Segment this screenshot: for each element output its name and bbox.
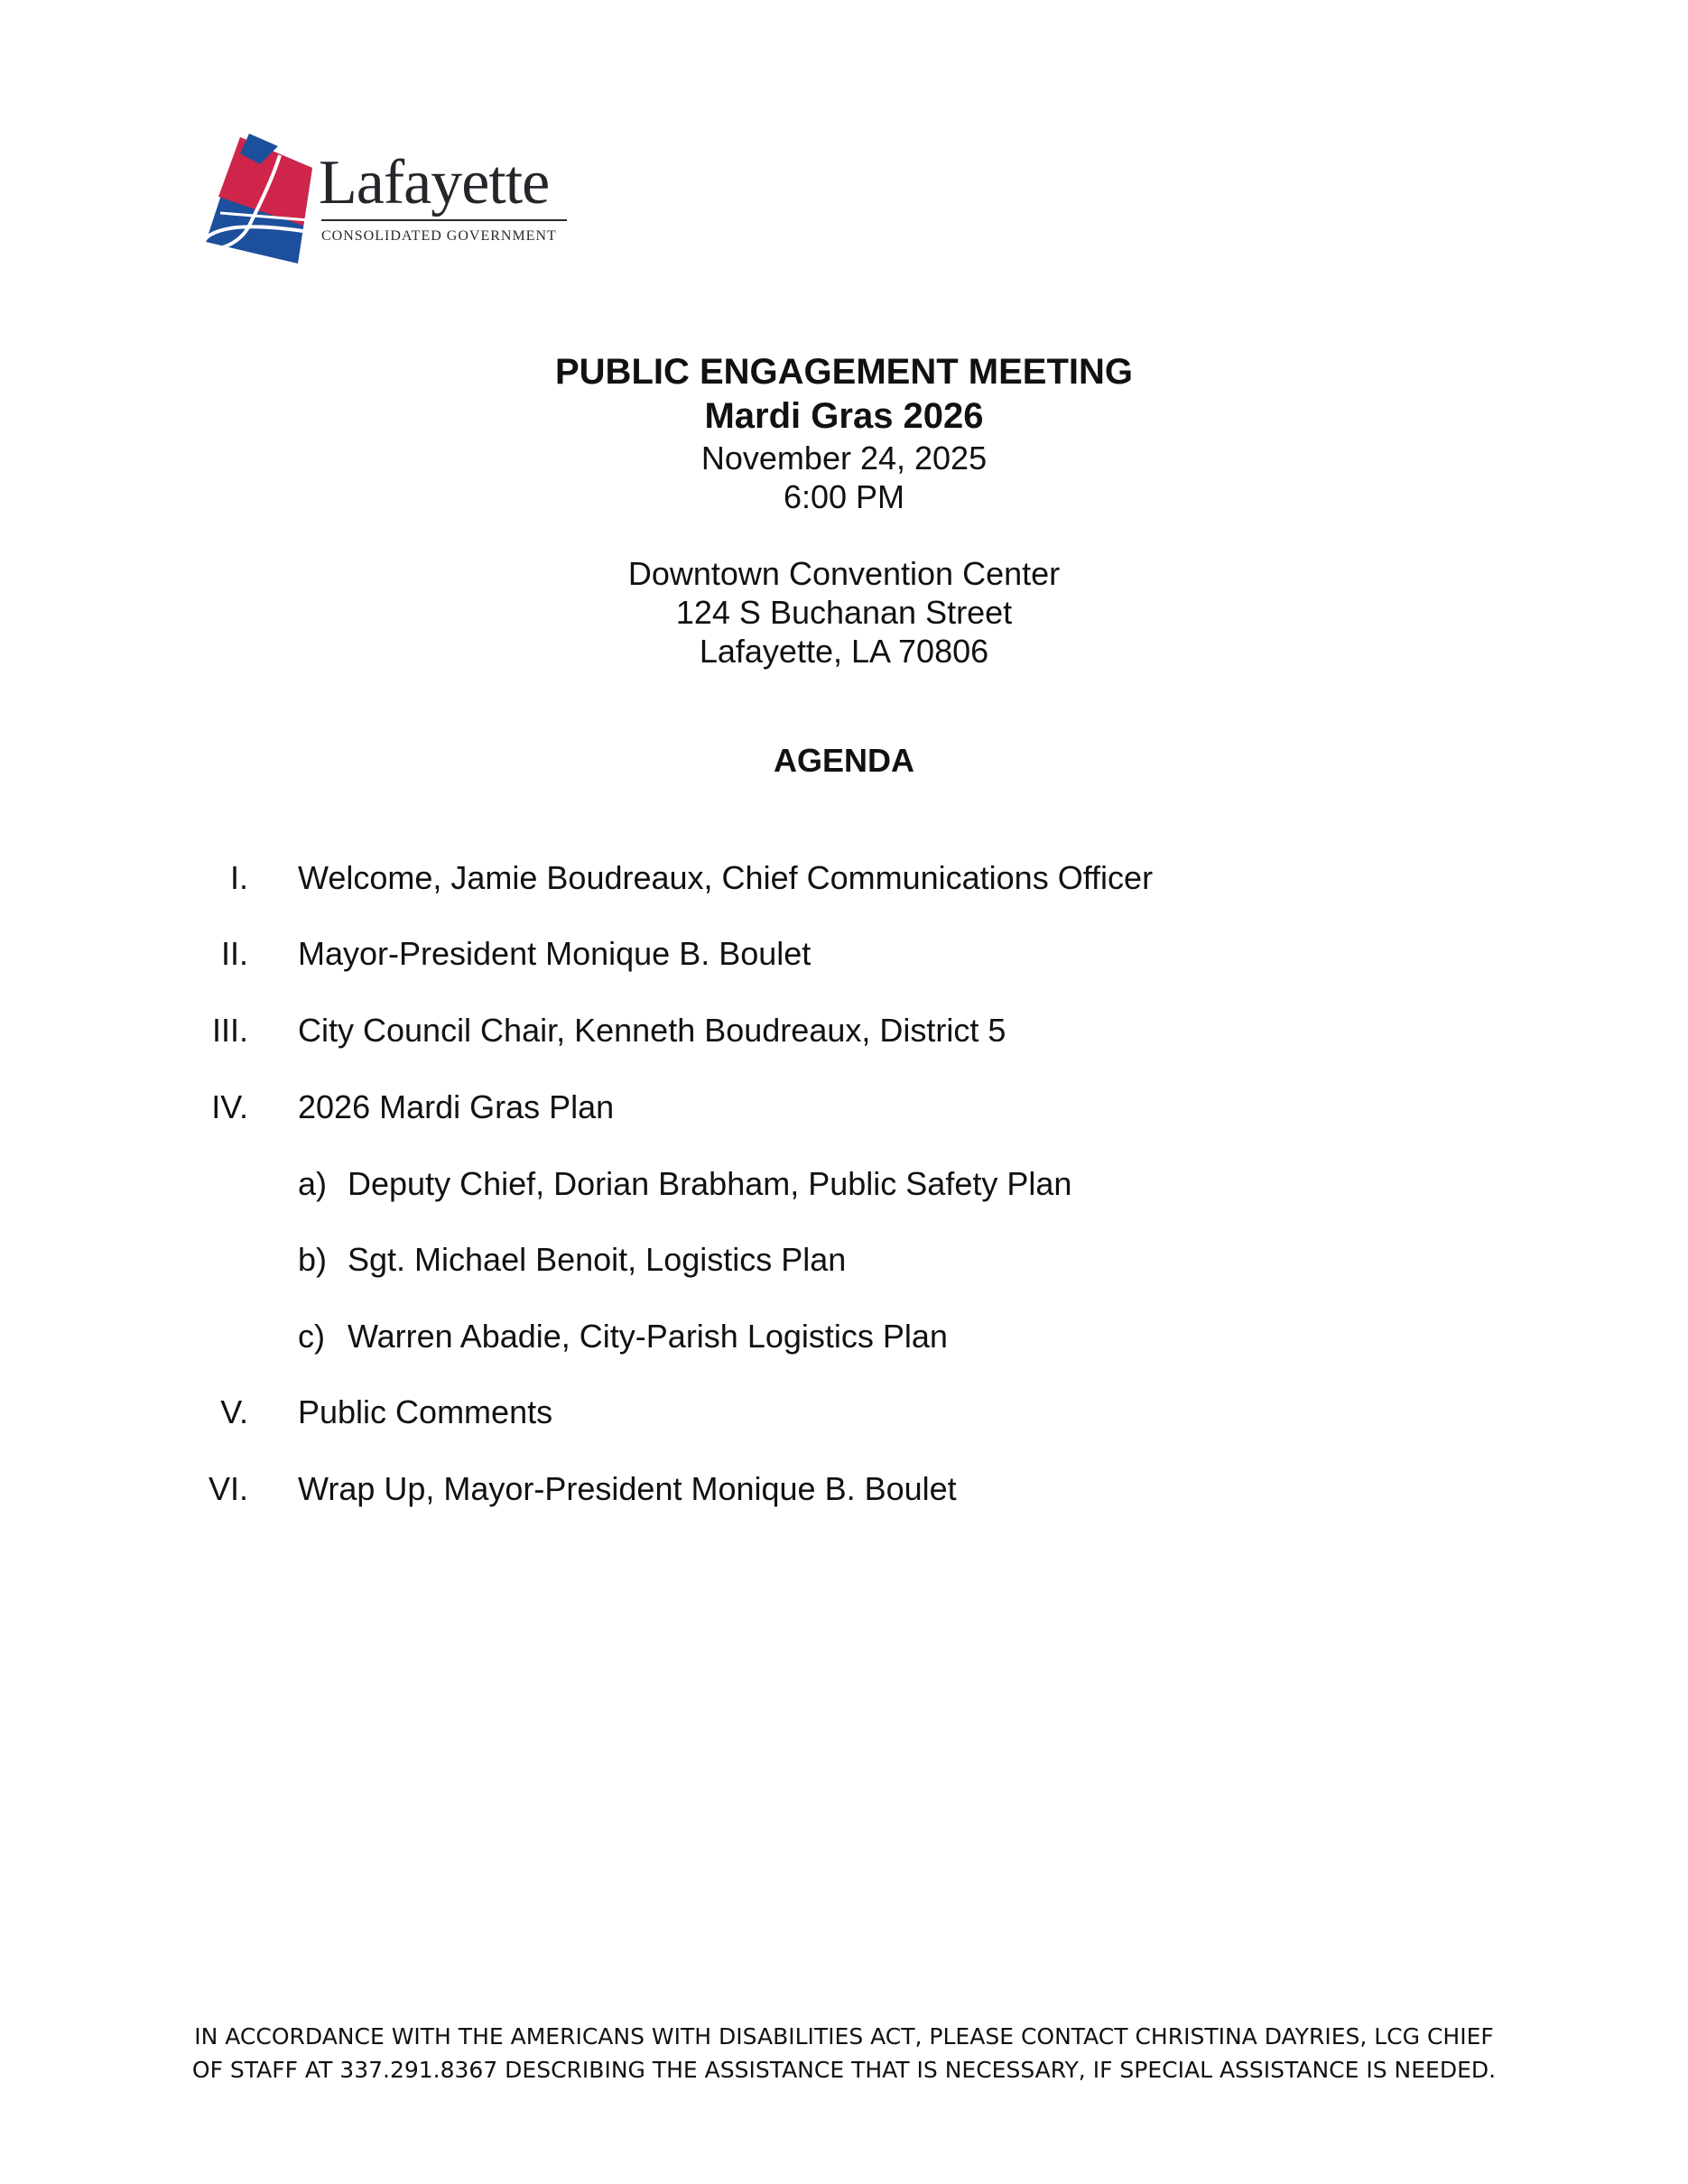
meeting-header — [0, 350, 1688, 671]
agenda-subitem-c: Warren Abadie, City-Parish Logistics Plan — [348, 1318, 948, 1355]
agenda-item-1: Welcome, Jamie Boudreaux, Chief Communications Officer — [298, 859, 1154, 896]
agenda-heading: AGENDA — [773, 742, 914, 779]
logo-wordmark: Lafayette — [319, 148, 550, 217]
meeting-date: November 24, 2025 — [700, 440, 988, 477]
meeting-street: 124 S Buchanan Street — [675, 594, 1013, 631]
agenda-numeral-6: VI. — [208, 1470, 248, 1507]
meeting-time: 6:00 PM — [783, 478, 905, 515]
ada-notice-line-1: IN ACCORDANCE WITH THE AMERICANS WITH DISABILITIES ACT, PLEASE CONTACT CHRISTINA DAYRIES, LCG CHIEF — [194, 2023, 1494, 2050]
agenda-numeral-1: I. — [229, 859, 248, 896]
agenda-numeral-3: III. — [211, 1012, 248, 1049]
agenda-numeral-4: IV. — [211, 1088, 248, 1125]
lafayette-logo-mark — [197, 134, 323, 269]
agenda-subitem-a: Deputy Chief, Dorian Brabham, Public Safety Plan — [348, 1165, 1072, 1202]
agenda-item-2: Mayor-President Monique B. Boulet — [298, 935, 812, 972]
agenda-item-5: Public Comments — [298, 1393, 553, 1430]
logo-divider — [321, 219, 567, 221]
agenda-item-4: 2026 Mardi Gras Plan — [298, 1088, 615, 1125]
agenda-numeral-5: V. — [220, 1393, 248, 1430]
ada-notice — [0, 2020, 1688, 2087]
agenda-subitem-letter-b: b) — [298, 1241, 328, 1278]
meeting-city: Lafayette, LA 70806 — [699, 633, 989, 670]
logo-subtitle: CONSOLIDATED GOVERNMENT — [321, 228, 557, 244]
meeting-title: PUBLIC ENGAGEMENT MEETING — [554, 352, 1134, 392]
ada-notice-line-2: OF STAFF AT 337.291.8367 DESCRIBING THE ASSISTANCE THAT IS NECESSARY, IF SPECIAL ASSISTANCE IS NEEDED. — [191, 2057, 1497, 2083]
lafayette-logo — [197, 134, 576, 269]
agenda-numeral-2: II. — [220, 935, 248, 972]
meeting-venue: Downtown Convention Center — [627, 555, 1061, 592]
meeting-subtitle: Mardi Gras 2026 — [704, 396, 984, 436]
agenda-item-3: City Council Chair, Kenneth Boudreaux, District 5 — [298, 1012, 1006, 1049]
agenda-subitem-b: Sgt. Michael Benoit, Logistics Plan — [348, 1241, 847, 1278]
agenda-subitem-letter-c: c) — [298, 1318, 325, 1355]
agenda-item-6: Wrap Up, Mayor-President Monique B. Boulet — [298, 1470, 957, 1507]
agenda-subitem-letter-a: a) — [298, 1165, 328, 1202]
